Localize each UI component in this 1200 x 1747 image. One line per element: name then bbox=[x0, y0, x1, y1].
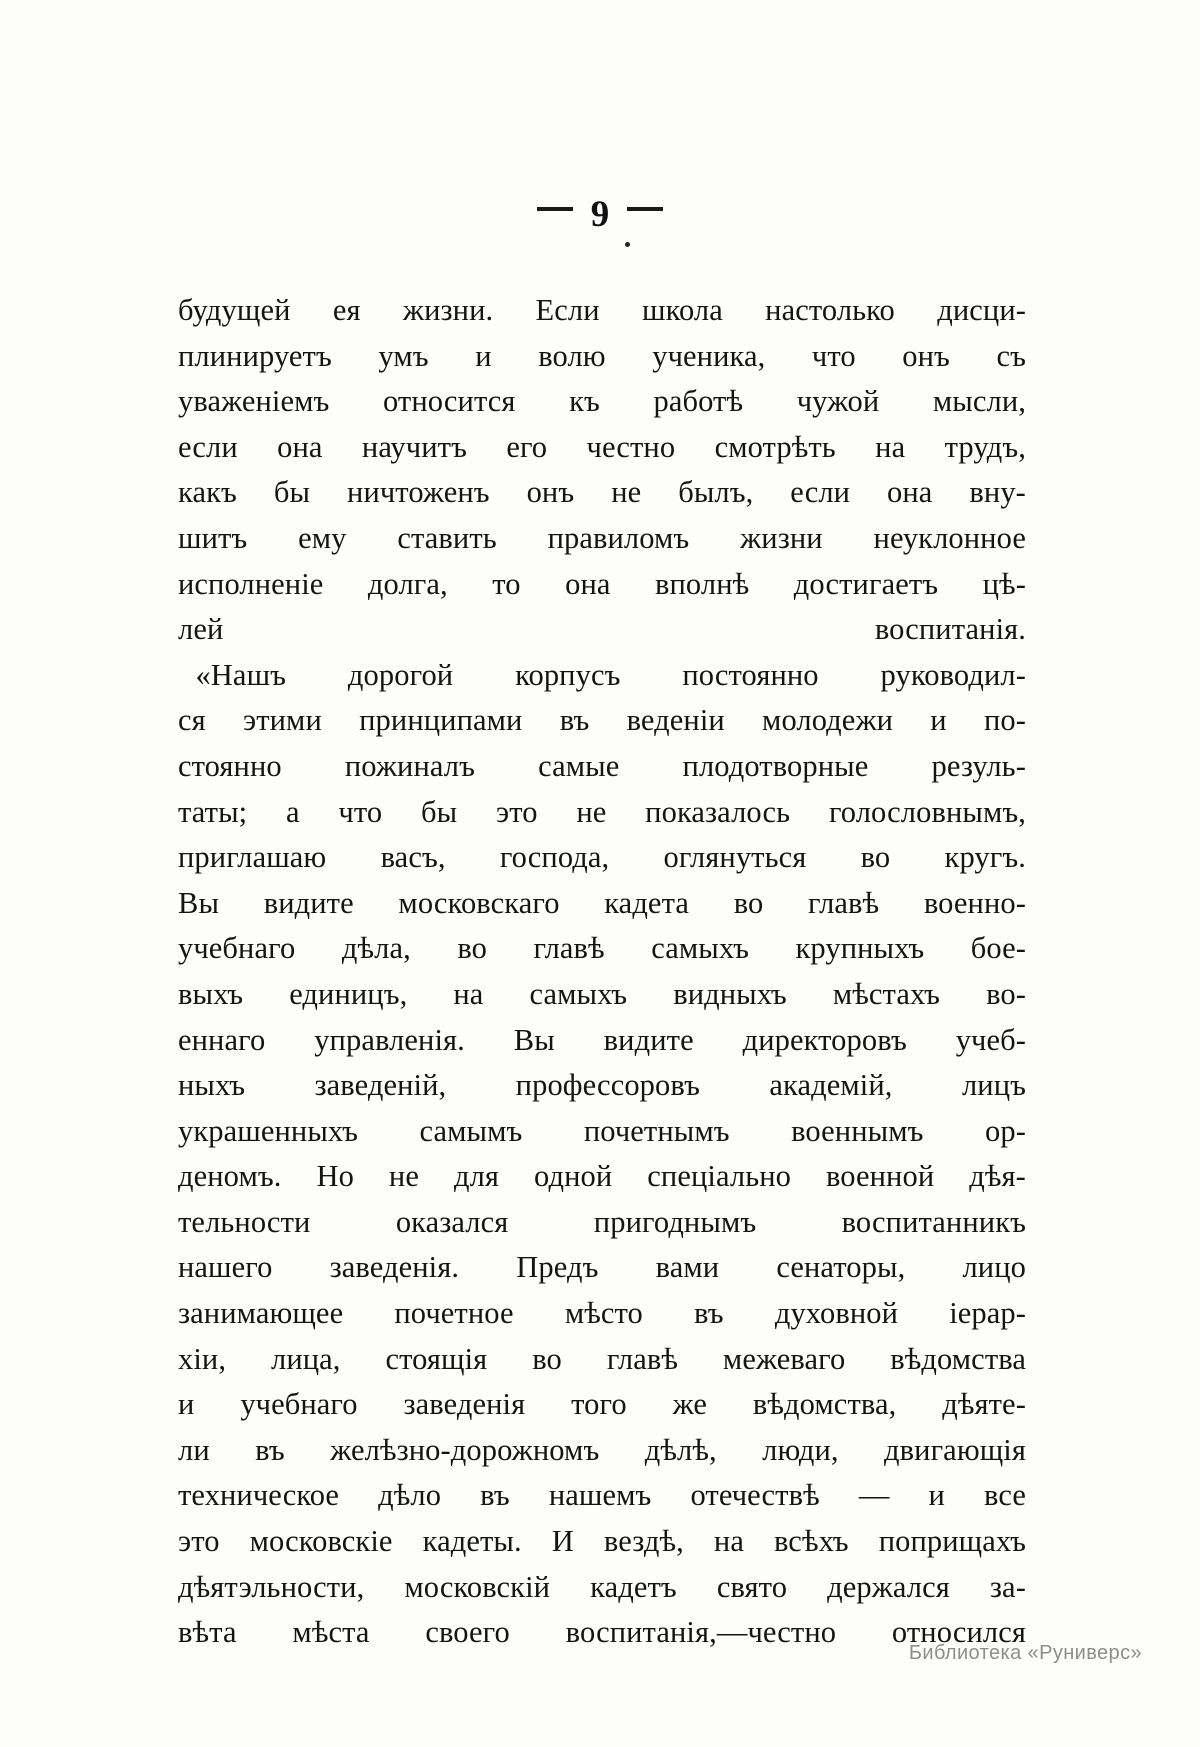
text-line: занимающее почетное мѣсто въ духовной іерар- bbox=[178, 1296, 1026, 1331]
text-line: ныхъ заведеній, профессоровъ академій, лицъ bbox=[178, 1068, 1026, 1103]
folio-dash-right bbox=[627, 207, 663, 211]
text-line: Вы видите московскаго кадета во главѣ военно- bbox=[178, 885, 1026, 920]
text-line: украшенныхъ самымъ почетнымъ военнымъ ор- bbox=[178, 1113, 1026, 1148]
library-watermark: Библиотека «Руниверс» bbox=[908, 1642, 1142, 1664]
text-line: плинируетъ умъ и волю ученика, что онъ съ bbox=[178, 338, 1026, 373]
text-line: выхъ единицъ, на самыхъ видныхъ мѣстахъ во- bbox=[178, 976, 1026, 1011]
text-line: уваженіемъ относится къ работѣ чужой мысли, bbox=[178, 384, 1026, 419]
text-line: нашего заведенія. Предъ вами сенаторы, лицо bbox=[178, 1250, 1026, 1285]
text-line: деномъ. Но не для одной спеціально военной дѣя- bbox=[178, 1159, 1026, 1194]
text-line: будущей ея жизни. Если школа настолько дисци- bbox=[178, 293, 1026, 327]
text-line: какъ бы ничтоженъ онъ не былъ, если она вну- bbox=[178, 475, 1026, 510]
text-line: стоянно пожиналъ самые плодотворные резуль- bbox=[178, 748, 1026, 783]
text-line: дѣятэльности, московскій кадетъ свято держался за- bbox=[178, 1569, 1026, 1604]
text-line: если она научитъ его честно смотрѣть на трудъ, bbox=[178, 429, 1026, 464]
text-line: тельности оказался пригоднымъ воспитанникъ bbox=[178, 1204, 1026, 1239]
body-text bbox=[178, 288, 1026, 1656]
text-line: и учебнаго заведенія того же вѣдомства, дѣяте- bbox=[178, 1387, 1026, 1422]
folio-dash-left bbox=[537, 207, 573, 211]
text-line: таты; а что бы это не показалось голословнымъ, bbox=[178, 794, 1026, 829]
text-line: шитъ ему ставить правиломъ жизни неуклонное bbox=[178, 520, 1026, 555]
text-line: учебнаго дѣла, во главѣ самыхъ крупныхъ бое- bbox=[178, 931, 1026, 966]
text-line: хіи, лица, стоящія во главѣ межеваго вѣдомства bbox=[178, 1341, 1026, 1376]
text-line: лей воспитанія. bbox=[178, 612, 1026, 647]
text-line: ли въ желѣзно-дорожномъ дѣлѣ, люди, двигающія bbox=[178, 1432, 1026, 1467]
text-line: вѣта мѣста своего воспитанія,—честно относился bbox=[178, 1615, 1026, 1650]
page-number: 9 bbox=[590, 194, 610, 235]
paragraph-1 bbox=[178, 288, 1026, 653]
text-line: приглашаю васъ, господа, оглянуться во кругъ. bbox=[178, 840, 1026, 875]
text-line: еннаго управленія. Вы видите директоровъ учеб- bbox=[178, 1022, 1026, 1057]
text-line: это московскіе кадеты. И вездѣ, на всѣхъ поприщахъ bbox=[178, 1524, 1026, 1559]
page-folio bbox=[0, 196, 1200, 246]
text-line: техническое дѣло въ нашемъ отечествѣ — и все bbox=[178, 1478, 1026, 1513]
text-line: «Нашъ дорогой корпусъ постоянно руководил- bbox=[178, 657, 1026, 692]
folio-dot bbox=[625, 242, 630, 247]
text-line: исполненіе долга, то она вполнѣ достигаетъ цѣ- bbox=[178, 566, 1026, 601]
folio-inner bbox=[537, 196, 664, 233]
paragraph-2 bbox=[178, 653, 1026, 1656]
text-line: ся этими принципами въ веденіи молодежи и по- bbox=[178, 703, 1026, 738]
